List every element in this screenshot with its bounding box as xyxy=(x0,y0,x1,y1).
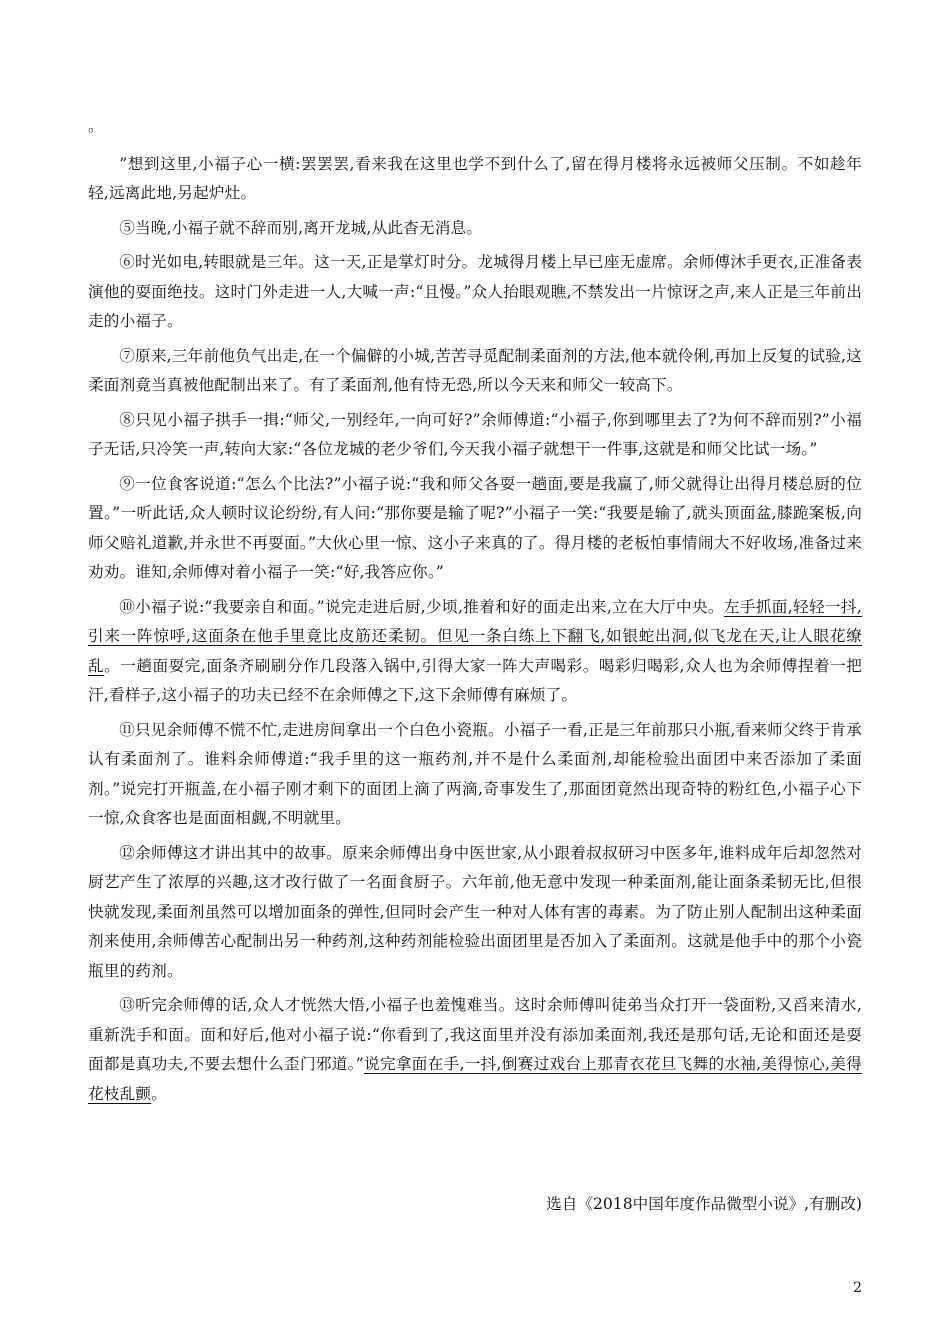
text-segment: ⑦原来,三年前他负气出走,在一个偏僻的小城,苦苦寻觅配制柔面剂的方法,他本就伶俐,再加上反复的试验,这柔面剂竟当真被他配制出来了。有了柔面剂,他有恃无恐,所以今天来和师父一较高下。 xyxy=(88,346,862,394)
paragraph-6 xyxy=(88,248,862,337)
paragraph-fragment xyxy=(88,112,862,142)
text-segment: ⑨一位食客说道:“怎么个比法?”小福子说:“我和师父各耍一趟面,要是我赢了,师父就得让出得月楼总厨的位置。”一听此话,众人顿时议论纷纷,有人问:“那你要是输了呢?”小福子一笑:“我要是输了,就头顶面盆,膝跪案板,向师父赔礼道歉,并永世不再耍面。”大伙心里一惊、这小子来真的了。得月楼的老板怕事情闹大不好收场,准备过来劝劝。谁知,余师傅对着小福子一笑:“好,我答应你。” xyxy=(88,474,862,581)
text-segment: ⑬听完余师傅的话,众人才恍然大悟,小福子也羞愧难当。这时余师傅叫徒弟当众打开一袋面粉,又舀来清水,重新洗手和面。面和好后,他对小福子说:“你看到了,我这面里并没有添加柔面剂,我还是那句话,无论和面还是耍面都是真功夫,不要去想什么歪门邪道。” xyxy=(88,996,862,1073)
text-segment: 。一趟面耍完,面条齐刷刷分作几段落入锅中,引得大家一阵大声喝彩。喝彩归喝彩,众人也为余师傅捏着一把汗,看样子,这小福子的功夫已经不在余师傅之下,这下余师傅有麻烦了。 xyxy=(88,656,862,704)
page-number: 2 xyxy=(853,1280,862,1296)
text-segment: 。 xyxy=(151,1084,167,1103)
text-segment: ⑤当晚,小福子就不辞而别,离开龙城,从此杳无消息。 xyxy=(119,218,483,237)
underlined-sentence: 左手抓面,轻轻一抖,引来一阵惊呼,这面条在他手里竟比皮筋还柔韧。但见一条白练上下翻飞,如银蛇出洞,似飞龙在天,让人眼花缭乱 xyxy=(88,597,862,675)
article-body xyxy=(88,112,862,1114)
paragraph-9 xyxy=(88,470,862,588)
paragraph-8 xyxy=(88,406,862,465)
underlined-sentence: 说完拿面在手,一抖,倒赛过戏台上那青衣花旦飞舞的水袖,美得惊心,美得花枝乱颤 xyxy=(88,1055,862,1103)
text-segment: ⑧只见小福子拱手一揖:“师父,一别经年,一向可好?”余师傅道:“小福子,你到哪里去了?为何不辞而别?”小福子无话,只冷笑一声,转向大家:“各位龙城的老少爷们,今天我小福子就想干一件事,这就是和师父比试一场。” xyxy=(88,410,862,458)
paragraph-5 xyxy=(88,214,862,244)
paragraph-13 xyxy=(88,991,862,1109)
paragraph-thought xyxy=(88,150,862,209)
paragraph-12 xyxy=(88,839,862,987)
text-segment: ⑩小福子说:“我要亲自和面。”说完走进后厨,少顷,推着和好的面走出来,立在大厅中央。 xyxy=(119,597,724,616)
source-citation: 选自《2018中国年度作品微型小说》,有删改) xyxy=(546,1195,862,1213)
paragraph-7 xyxy=(88,342,862,401)
paragraph-10 xyxy=(88,593,862,711)
text-segment: 。 xyxy=(88,117,104,135)
text-segment: ”想到这里,小福子心一横:罢罢罢,看来我在这里也学不到什么了,留在得月楼将永远被师父压制。不如趁年轻,远离此地,另起炉灶。 xyxy=(88,154,862,202)
text-segment: ⑪只见余师傅不慌不忙,走进房间拿出一个白色小瓷瓶。小福子一看,正是三年前那只小瓶,看来师父终于肯承认有柔面剂了。谁料余师傅道:“我手里的这一瓶药剂,并不是什么柔面剂,却能检验出面团中来否添加了柔面剂。”说完打开瓶盖,在小福子刚才剩下的面团上滴了两滴,奇事发生了,那面团竟然出现奇特的粉红色,小福子心下一惊,众食客也是面面相觑,不明就里。 xyxy=(88,720,862,827)
text-segment: ⑥时光如电,转眼就是三年。这一天,正是掌灯时分。龙城得月楼上早已座无虚席。余师傅沐手更衣,正准备表演他的耍面绝技。这时门外走进一人,大喊一声:“且慢。”众人抬眼观瞧,不禁发出一片惊讶之声,来人正是三年前出走的小福子。 xyxy=(88,253,862,330)
text-segment: ⑫余师傅这才讲出其中的故事。原来余师傅出身中医世家,从小跟着叔叔研习中医多年,谁料成年后却忽然对厨艺产生了浓厚的兴趣,这才改行做了一名面食厨子。六年前,他无意中发现一种柔面剂,能让面条柔韧无比,但很快就发现,柔面剂虽然可以增加面条的弹性,但同时会产生一种对人体有害的毒素。为了防止别人配制出这种柔面剂来使用,余师傅苦心配制出另一种药剂,这种药剂能检验出面团里是否加入了柔面剂。这就是他手中的那个小瓷瓶里的药剂。 xyxy=(88,843,862,980)
paragraph-11 xyxy=(88,716,862,834)
